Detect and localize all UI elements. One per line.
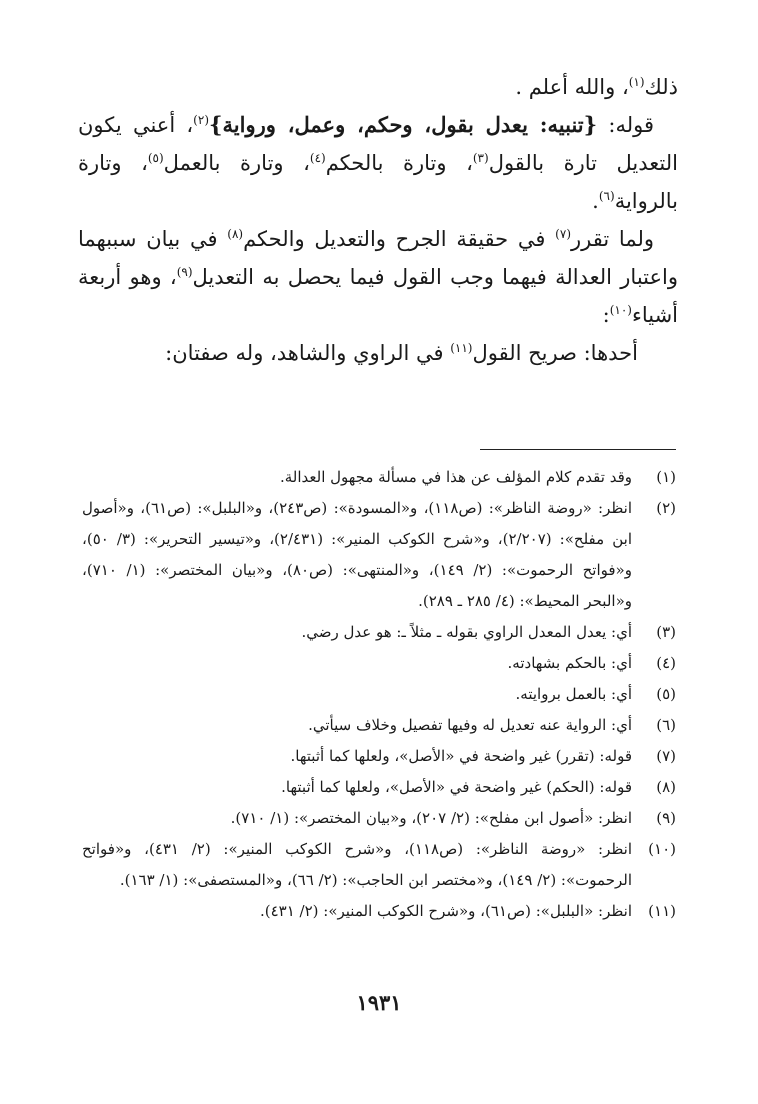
footnote-text: أي: بالعمل بروايته. [515, 685, 632, 703]
footnote-ref[interactable]: (٤) [309, 151, 326, 165]
footnote-number: (٢) [656, 499, 676, 517]
footnote-ref[interactable]: (٢) [193, 113, 209, 127]
footnote-item [82, 679, 676, 710]
footnote-number: (٦) [656, 716, 676, 734]
footnote-ref[interactable]: (٣) [472, 151, 489, 165]
footnote-number: (١) [656, 468, 676, 486]
footnote-separator [480, 449, 676, 450]
footnote-ref[interactable]: (٨) [227, 227, 244, 241]
footnote-item [82, 710, 676, 741]
footnote-number: (٤) [656, 654, 676, 672]
footnote-item [82, 803, 676, 834]
footnote-item [82, 896, 676, 927]
text-line: التعديل تارة بالقول$^{(٣)}$، وتارة بالحكم$^{(٤)}$، وتارة بالعمل$^{(٥)}$، وتارة [78, 151, 678, 175]
footnote-item [82, 617, 676, 648]
footnote-item [82, 493, 676, 617]
footnote-ref[interactable]: (١٠) [609, 303, 632, 317]
footnote-number: (٧) [656, 747, 676, 765]
footnote-text: انظر: «روضة الناظر»: (ص١١٨)، و«شرح الكوكب المنير»: (٢/ ٤٣١)، و«فواتح الرحموت»: (٢/ ١٤٩)، و«مختصر ابن الحاجب»: (٢/ ٦٦)، و«المستصفى»: (١/ ١٦٣). [82, 840, 633, 889]
footnote-number: (١١) [648, 902, 676, 920]
main-text [78, 68, 678, 372]
page-number: ١٩٣١ [356, 990, 402, 1015]
text-line: ذلك$^{(١)}$، والله أعلم . [515, 75, 678, 99]
text-line: أشياء$^{(١٠)}$: [602, 303, 678, 327]
footnote-ref[interactable]: (١) [628, 75, 645, 89]
footnote-text: انظر: «روضة الناظر»: (ص١١٨)، و«المسودة»: (ص٢٤٣)، و«البلبل»: (ص٦١)، و«أصول ابن مفلح»: (٢/٢٠٧)، و«شرح الكوكب المنير»: (٢/٤٣١)، و«تيسير التحرير»: (٣/ ٥٠)، و«فواتح الرحموت»: (٢/ ١٤٩)، و«المنتهى»: (ص٨٠)، و«بيان المختصر»: (١/ ٧١٠)، و«البحر المحيط»: (٤/ ٢٨٥ ـ ٢٨٩). [82, 499, 633, 610]
footnote-text: أي: الرواية عنه تعديل له وفيها تفصيل وخلاف سيأتي. [308, 716, 632, 734]
footnote-item [82, 648, 676, 679]
text-line: قوله: {تنبيه: يعدل بقول، وحكم، وعمل، ورواية}$^{(٢)}$، أعني يكون [78, 112, 655, 137]
footnote-text: انظر: «البلبل»: (ص٦١)، و«شرح الكوكب المنير»: (٢/ ٤٣١). [259, 902, 632, 920]
footnote-number: (٩) [656, 809, 676, 827]
footnote-text: قوله: (الحكم) غير واضحة في «الأصل»، ولعلها كما أثبتها. [281, 778, 632, 796]
footnote-text: قوله: (تقرر) غير واضحة في «الأصل»، ولعلها كما أثبتها. [290, 747, 632, 765]
footnote-item [82, 741, 676, 772]
quoted-heading: {تنبيه: يعدل بقول، وحكم، وعمل، ورواية} [209, 112, 598, 137]
footnote-number: (٣) [656, 623, 676, 641]
text-line: أحدها: صريح القول$^{(١١)}$ في الراوي والشاهد، وله صفتان: [165, 341, 638, 365]
footnote-text: انظر: «أصول ابن مفلح»: (٢/ ٢٠٧)، و«بيان المختصر»: (١/ ٧١٠). [230, 809, 632, 827]
footnote-ref[interactable]: (٥) [147, 151, 164, 165]
footnote-item [82, 462, 676, 493]
text-line: بالرواية$^{(٦)}$. [592, 189, 678, 213]
footnote-number: (٨) [656, 778, 676, 796]
footnote-text: أي: بالحكم بشهادته. [507, 654, 632, 672]
footnote-text: أي: يعدل المعدل الراوي بقوله ـ مثلاً ـ: هو عدل رضي. [301, 623, 632, 641]
footnote-item [82, 772, 676, 803]
footnote-number: (٥) [656, 685, 676, 703]
text-line: ولما تقرر$^{(٧)}$ في حقيقة الجرح والتعديل والحكم$^{(٨)}$ في بيان سببهما [78, 227, 655, 251]
footnote-text: وقد تقدم كلام المؤلف عن هذا في مسألة مجهول العدالة. [279, 468, 632, 486]
footnote-ref[interactable]: (٦) [598, 189, 615, 203]
footnote-ref[interactable]: (٧) [555, 227, 571, 241]
text-line: واعتبار العدالة فيهما وجب القول فيما يحصل به التعديل$^{(٩)}$، وهو أربعة [78, 265, 678, 289]
footnote-item [82, 834, 676, 896]
footnote-ref[interactable]: (١١) [450, 341, 473, 355]
footnotes [82, 462, 676, 927]
footnote-ref[interactable]: (٩) [176, 265, 193, 279]
footnote-number: (١٠) [648, 840, 676, 858]
